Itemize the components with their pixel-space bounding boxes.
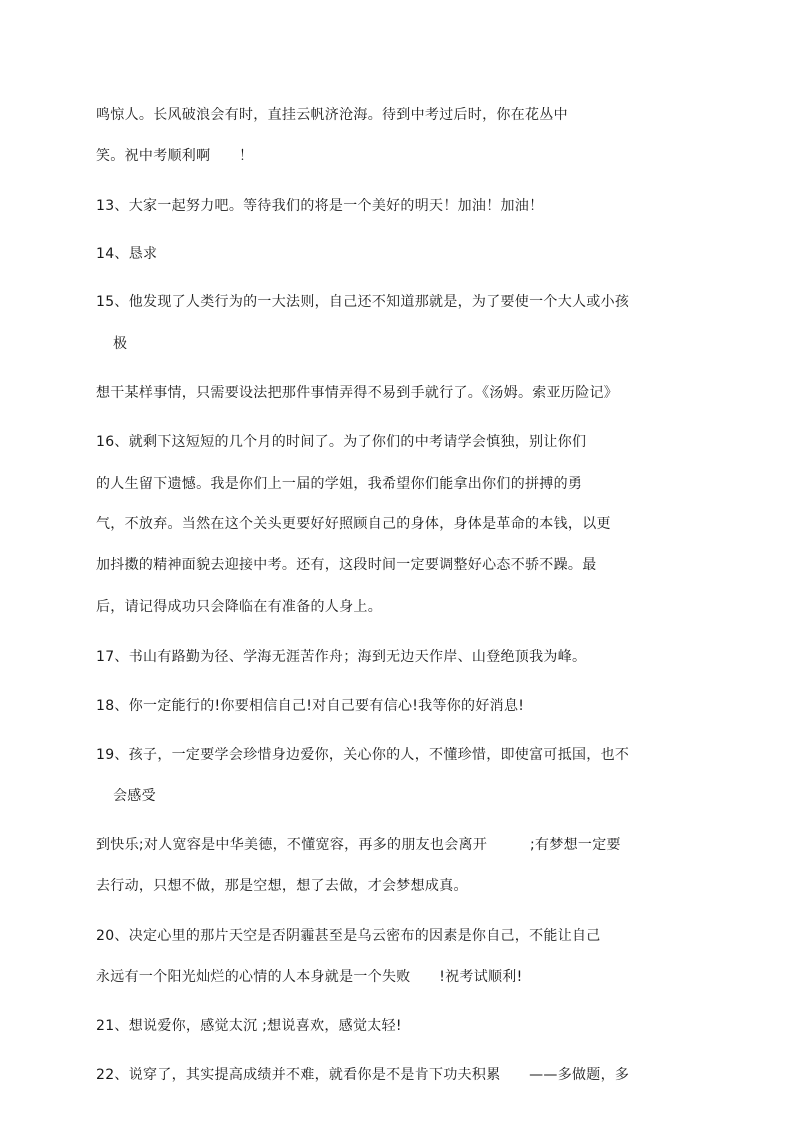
text-line: 15、他发现了人类行为的一大法则，自己还不知道那就是，为了要使一个大人或小孩 [96, 294, 630, 310]
text-line: 加抖擞的精神面貌去迎接中考。还有，这段时间一定要调整好心态不骄不躁。最 [96, 557, 597, 573]
text-line: 去行动，只想不做，那是空想，想了去做，才会梦想成真。 [96, 878, 468, 894]
text-line: 后，请记得成功只会降临在有准备的人身上。 [96, 599, 382, 615]
text-line: 极 [113, 336, 128, 352]
text-line: 22、说穿了，其实提高成绩并不难，就看你是不是肯下功夫积累 ——多做题，多 [96, 1067, 630, 1083]
text-line: 17、书山有路勤为径、学海无涯苦作舟；海到无边天作岸、山登绝顶我为峰。 [96, 649, 587, 665]
text-line: 16、就剩下这短短的几个月的时间了。为了你们的中考请学会慎独，别让你们 [96, 434, 587, 450]
text-line: 鸣惊人。长风破浪会有时，直挂云帆济沧海。待到中考过后时，你在花丛中 [96, 107, 568, 123]
text-line: 永远有一个阳光灿烂的心情的人本身就是一个失败 !祝考试顺利! [96, 969, 523, 985]
text-line: 会感受 [113, 788, 156, 804]
text-line: 笑。祝中考顺利啊 ！ [96, 148, 254, 164]
text-line: 想干某样事情，只需要设法把那件事情弄得不易到手就行了。《汤姆。索亚历险记》 [96, 385, 619, 401]
text-line: 19、孩子，一定要学会珍惜身边爱你，关心你的人，不懂珍惜，即使富可抵国，也不 [96, 747, 630, 763]
text-line: 13、大家一起努力吧。等待我们的将是一个美好的明天！加油！加油！ [96, 198, 544, 214]
text-line: 20、决定心里的那片天空是否阴霾甚至是乌云密布的因素是你自己，不能让自己 [96, 928, 601, 944]
text-line: 气，不放弃。当然在这个关头更要好好照顾自己的身体，身体是革命的本钱，以更 [96, 516, 611, 532]
text-line: 18、你一定能行的!你要相信自己!对自己要有信心!我等你的好消息! [96, 698, 525, 714]
text-line: 的人生留下遗憾。我是你们上一届的学姐，我希望你们能拿出你们的拼搏的勇 [96, 476, 583, 492]
text-line: 14、恳求 [96, 246, 158, 262]
text-line: 21、想说爱你，感觉太沉 ;想说喜欢，感觉太轻! [96, 1018, 402, 1034]
text-line: 到快乐;对人宽容是中华美德，不懂宽容，再多的朋友也会离开 ;有梦想一定要 [96, 837, 621, 853]
